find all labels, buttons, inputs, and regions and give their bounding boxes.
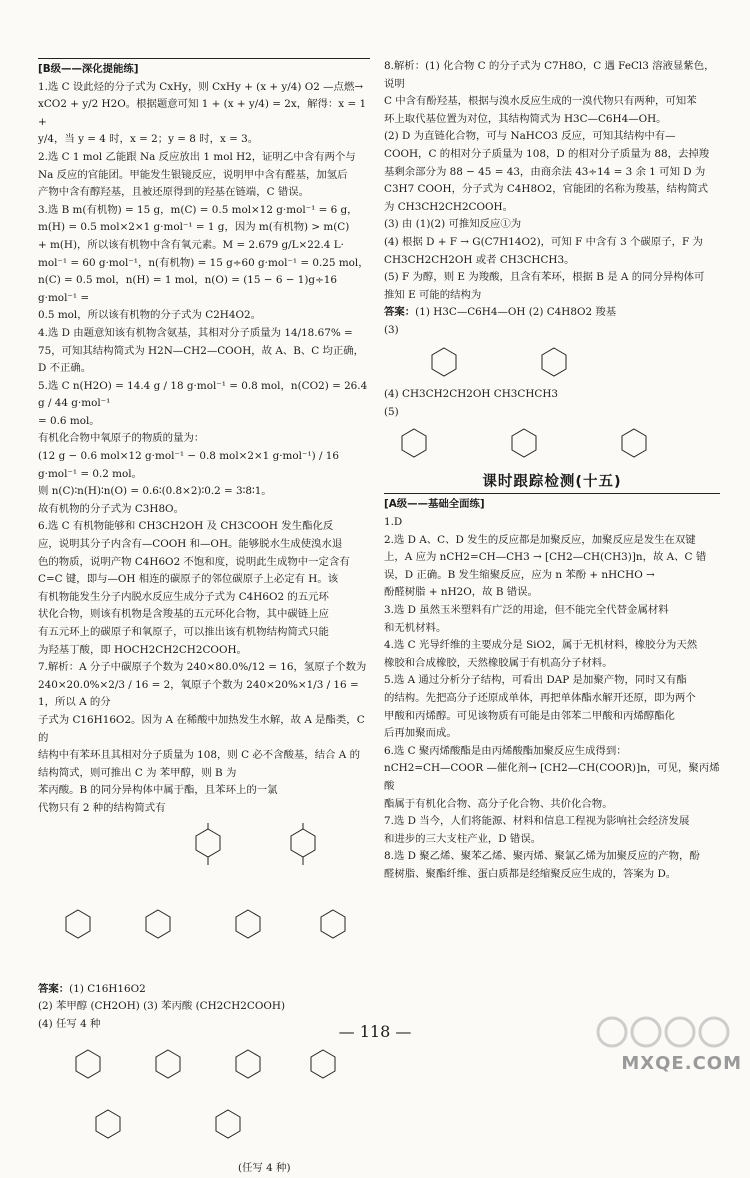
text-line: 8.选 D 聚乙烯、聚苯乙烯、聚丙烯、聚氯乙烯为加聚反应的产物，酚	[384, 850, 700, 863]
acid-structures	[384, 421, 714, 463]
reaction-structures	[384, 340, 714, 380]
text-line: 1.D	[384, 516, 403, 529]
text-line: 产物中含有醇羟基，且被还原得到的羟基在链端，C 错误。	[38, 186, 310, 199]
text-line: 1.选 C 设此烃的分子式为 CxHy，则 CxHy + (x + y/4) O2 —点燃→	[38, 80, 364, 93]
text-line: 有五元环上的碳原子和氧原子，可以推出该有机物结构简式只能	[38, 626, 329, 638]
answer-line-1: (1) C16H16O2	[69, 982, 146, 995]
answer-label-right: 答案：	[384, 306, 416, 319]
text-line: 4.选 C 光导纤维的主要成分是 SiO2，属于无机材料，橡胶分为天然	[384, 639, 698, 652]
section-b-header: [B级——深化提能练]	[38, 58, 370, 79]
text-line: 7.解析：A 分子中碳原子个数为 240×80.0%/12 = 16，氢原子个数为	[38, 661, 367, 674]
left-column	[38, 58, 370, 1178]
text-line: 和无机材料。	[384, 621, 447, 634]
text-line: 苯丙酸。B 的同分异构体中属于酯，且苯环上的一氯	[38, 784, 278, 797]
text-line: 则 n(C)∶n(H)∶n(O) = 0.6∶(0.8×2)∶0.2 = 3∶8∶1。	[38, 485, 272, 498]
text-line: (2) D 为直链化合物，可与 NaHCO3 反应，可知其结构中有—	[384, 130, 676, 143]
text-line: 5.选 A 通过分析分子结构，可看出 DAP 是加聚产物，同时又有酯	[384, 674, 687, 687]
page-number: — 118 —	[338, 1022, 412, 1041]
text-line: CH3CH2CH2OH 或者 CH3CHCH3。	[384, 253, 575, 266]
text-line: y/4，当 y = 4 时，x = 2；y = 8 时，x = 3。	[38, 133, 259, 146]
right-column	[384, 58, 720, 884]
text-line: 0.5 mol，所以该有机物的分子式为 C2H4O2。	[38, 309, 262, 322]
text-line: 75，可知其结构简式为 H2N—CH2—COOH，故 A、B、C 均正确，	[38, 344, 365, 357]
text-line: 为羟基丁酸，即 HOCH2CH2CH2COOH。	[38, 643, 247, 656]
text-line: 误，D 正确。B 发生缩聚反应，应为 n 苯酚 + nHCHO →	[384, 568, 655, 581]
text-line: 后再加聚而成。	[384, 727, 457, 740]
answer-structures	[38, 1034, 368, 1154]
write-any-four: (任写 4 种)	[238, 1162, 291, 1175]
isomer-a	[196, 823, 220, 865]
answer-4: (4) CH3CH2CH2OH CH3CHCH3	[384, 388, 559, 401]
text-line: 2.选 C 1 mol 乙能跟 Na 反应放出 1 mol H2，证明乙中含有两个与	[38, 150, 356, 163]
left-paragraphs	[38, 79, 370, 818]
text-line: n(C) = 0.5 mol，n(H) = 1 mol，n(O) = (15 − 6 − 1)g÷16 g·mol⁻¹ =	[38, 274, 338, 304]
text-line: 代物只有 2 种的结构简式有	[38, 801, 166, 814]
text-line: 结构中有苯环且其相对分子质量为 108，则 C 必不含酸基，结合 A 的	[38, 749, 360, 762]
text-line: C=C 键，即与—OH 相连的碳原子的邻位碳原子上必定有 H。该	[38, 573, 339, 586]
text-line: (4) 根据 D + F → G(C7H14O2)，可知 F 中含有 3 个碳原子，F 为	[384, 235, 703, 248]
text-line: 7.选 D 当今，人们将能源、材料和信息工程视为影响社会经济发展	[384, 815, 690, 828]
text-line: 6.选 C 聚丙烯酸酯是由丙烯酸酯加聚反应生成得到：	[384, 744, 627, 757]
text-line: 5.选 C n(H2O) = 14.4 g / 18 g·mol⁻¹ = 0.8 mol，n(CO2) = 26.4 g / 44 g·mol⁻¹	[38, 379, 368, 410]
answer-5: (5)	[384, 405, 399, 418]
section-a-header: [A级——基础全面练]	[384, 493, 720, 514]
text-line: 3.选 D 虽然玉米塑料有广泛的用途，但不能完全代替金属材料	[384, 604, 669, 617]
text-line: 上，A 应为 nCH2=CH—CH3 → [CH2—CH(CH3)]n，故 A、C 错	[384, 551, 707, 564]
section-a-paragraphs	[384, 514, 720, 883]
text-line: 3.选 B m(有机物) = 15 g，m(C) = 0.5 mol×12 g·mol⁻¹ = 6 g，	[38, 203, 358, 216]
text-line: 甲酸和丙烯醇。可见该物质有可能是由邻苯二甲酸和丙烯醇酯化	[384, 709, 675, 722]
answer-label-left: 答案：	[38, 982, 70, 995]
right-paragraphs	[384, 58, 720, 304]
text-line: 结构简式，则可推出 C 为 苯甲醇，则 B 为	[38, 766, 237, 779]
watermark-text: MXQE.COM	[621, 1053, 742, 1074]
text-line: Na 反应的官能团。甲能发生银镜反应，说明甲中含有醛基，加氢后	[38, 168, 348, 181]
text-line: 6.选 C 有机物能够和 CH3CH2OH 及 CH3COOH 发生酯化反	[38, 520, 334, 533]
isomer-b	[291, 823, 315, 865]
text-line: 橡胶和合成橡胶，天然橡胶属于有机高分子材料。	[384, 656, 613, 669]
text-line: xCO2 + y/2 H2O。根据题意可知 1 + (x + y/4) = 2x，解得：x = 1 +	[38, 98, 367, 128]
answer-3: (3)	[384, 323, 399, 336]
text-line: (3) 由 (1)(2) 可推知反应①为	[384, 218, 522, 231]
answer-line-2: (2) 苯甲醇 (CH2OH) (3) 苯丙酸 (CH2CH2COOH)	[38, 1000, 286, 1013]
text-line: (12 g − 0.6 mol×12 g·mol⁻¹ − 0.8 mol×2×1 g·mol⁻¹) / 16 g·mol⁻¹ = 0.2 mol。	[38, 450, 339, 480]
text-line: COOH，C 的相对分子质量为 108，D 的相对分子质量为 88，去掉羧	[384, 147, 710, 160]
text-line: nCH2=CH—COOR —催化剂→ [CH2—CH(COOR)]n，可见，聚丙烯酸	[384, 762, 720, 792]
text-line: 为 CH3CH2CH2COOH。	[384, 200, 513, 213]
text-line: 状化合物，则该有机物是含羧基的五元环化合物，其中碳链上应	[38, 608, 329, 621]
text-line: 和进步的三大支柱产业，D 错误。	[384, 832, 542, 845]
text-line: 有机物能发生分子内脱水反应生成分子式为 C4H6O2 的五元环	[38, 590, 329, 603]
text-line: 酯属于有机化合物、高分子化合物、共价化合物。	[384, 797, 613, 810]
text-line: + m(H)，所以该有机物中含有氧元素。M = 2.679 g/L×22.4 L·	[38, 238, 344, 251]
text-line: C3H7 COOH，分子式为 C4H8O2，官能团的名称为羧基，结构简式	[384, 183, 709, 196]
text-line: 有机化合物中氧原子的物质的量为：	[38, 432, 205, 445]
text-line: 醛树脂、聚酯纤维、蛋白质都是经缩聚反应生成的，答案为 D。	[384, 867, 677, 880]
answer-line-3: (4) 任写 4 种	[38, 1017, 101, 1030]
answer-1: (1) H3C—C6H4—OH (2) C4H8O2 羧基	[415, 306, 617, 319]
text-line: 的结构。先把高分子还原成单体，再把单体酯水解开还原，即为两个	[384, 692, 696, 704]
text-line: 酚醛树脂 + nH2O，故 B 错误。	[384, 586, 538, 599]
text-line: = 0.6 mol。	[38, 414, 100, 427]
text-line: 4.选 D 由题意知该有机物含氨基，其相对分子质量为 14/18.67% =	[38, 326, 353, 339]
text-line: 8.解析：(1) 化合物 C 的分子式为 C7H8O，C 遇 FeCl3 溶液显紫色，说明	[384, 60, 715, 90]
text-line: mol⁻¹ = 60 g·mol⁻¹，n(有机物) = 15 g÷60 g·mol⁻¹ = 0.25 mol，	[38, 256, 369, 269]
isomer-structures-row1	[38, 818, 368, 888]
text-line: 子式为 C16H16O2。因为 A 在稀酸中加热发生水解，故 A 是酯类，C 的	[38, 713, 365, 744]
text-line: 基剩余部分为 88 − 45 = 43，由商余法 43÷14 = 3 余 1 可知 D 为	[384, 165, 706, 178]
text-line: C 中含有酚羟基，根据与溴水反应生成的一溴代物只有两种，可知苯	[384, 95, 697, 108]
text-line: m(H) = 0.5 mol×2×1 g·mol⁻¹ = 1 g，因为 m(有机物) > m(C)	[38, 221, 350, 234]
text-line: D 不正确。	[38, 362, 92, 375]
section-heading: 课时跟踪检测(十五)	[482, 473, 622, 490]
text-line: 240×20.0%×2/3 / 16 = 2，氧原子个数为 240×20%×1/3 / 16 = 1，所以 A 的分	[38, 678, 359, 709]
text-line: 2.选 D A、C、D 发生的反应都是加聚反应，加聚反应是发生在双键	[384, 533, 696, 546]
text-line: 色的物质，说明产物 C4H6O2 不饱和度，说明此生成物中一定含有	[38, 555, 350, 568]
text-line: 应，说明其分子内含有—COOH 和—OH。能够脱水生成使溴水退	[38, 538, 343, 551]
text-line: 推知 E 可能的结构为	[384, 288, 482, 301]
text-line: (5) F 为醇，则 E 为羧酸，且含有苯环，根据 B 是 A 的同分异构体可	[384, 271, 705, 284]
text-line: 环上取代基位置为对位，其结构简式为 H3C—C6H4—OH。	[384, 112, 667, 125]
isomer-structures-row2	[38, 894, 368, 974]
text-line: 故有机物的分子式为 C3H8O。	[38, 502, 184, 515]
